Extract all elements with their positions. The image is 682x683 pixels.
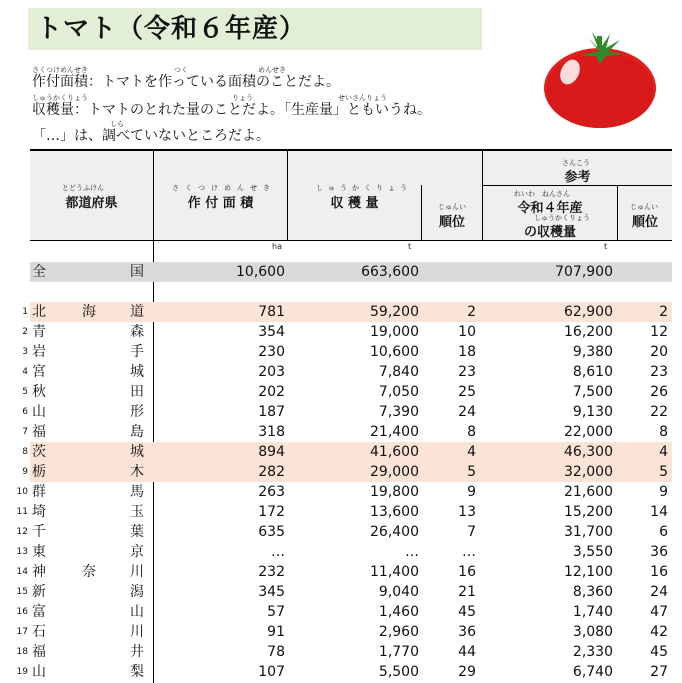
note-line-3: 「…」は、調べていないところだよ。 xyxy=(32,128,270,144)
harvest-cell: 7,050 xyxy=(378,384,419,400)
row-number: 13 xyxy=(16,547,28,557)
prefecture-name-char: 田 xyxy=(130,384,144,400)
pref-header: 都道府県 xyxy=(65,196,118,211)
note-line-1: 作付面積：トマトを作っている面積のことだよ。 xyxy=(32,74,340,90)
table-row xyxy=(22,462,672,482)
prefecture-name-char: 京 xyxy=(130,544,144,560)
prefecture-name-char: 道 xyxy=(130,304,144,320)
rank-cell: 18 xyxy=(458,344,476,360)
rank-cell: 10 xyxy=(458,324,476,340)
prev-rank-cell: 42 xyxy=(650,624,668,640)
prefecture-name-char: 馬 xyxy=(130,484,144,500)
prefecture-name-char: 千 xyxy=(32,524,46,540)
prefecture-name-char: 山 xyxy=(130,604,144,620)
prev-cell: 3,080 xyxy=(572,624,613,640)
table-row xyxy=(16,662,672,682)
table-row xyxy=(22,422,672,442)
prefecture-name-char: 玉 xyxy=(130,504,144,520)
table-row xyxy=(22,302,672,322)
prev-rank-cell: 14 xyxy=(650,504,668,520)
page-title: トマト（令和６年産） xyxy=(36,14,307,44)
table-row xyxy=(22,322,672,342)
harvest-cell: 59,200 xyxy=(370,304,419,320)
harvest-cell: 9,040 xyxy=(378,584,419,600)
prefecture-name-char: 山 xyxy=(32,664,46,680)
harvest-header: 収 穫 量 xyxy=(330,196,379,211)
rank-header-ruby: じゅんい xyxy=(438,203,466,211)
row-number: 8 xyxy=(22,447,28,457)
prefecture-name-char: 茨 xyxy=(32,444,46,460)
rank-cell: … xyxy=(462,544,476,560)
prefecture-name-char: 新 xyxy=(32,584,46,600)
area-cell: 282 xyxy=(258,464,285,480)
prev-cell: 32,000 xyxy=(564,464,613,480)
harvest-cell: 7,840 xyxy=(378,364,419,380)
note1-ruby-2: つく xyxy=(174,66,188,74)
row-number: 16 xyxy=(16,607,28,617)
prefecture-name-char: 梨 xyxy=(130,664,144,680)
harvest-header-ruby: しゅうかくりょう xyxy=(316,184,412,192)
prefecture-name-char: 秋 xyxy=(32,384,46,400)
prefecture-name-char: 石 xyxy=(32,624,46,640)
area-cell: 57 xyxy=(267,604,285,620)
row-number: 15 xyxy=(16,587,28,597)
area-header: 作 付 面 積 xyxy=(187,196,254,211)
prefecture-name-char: 葉 xyxy=(130,524,144,540)
prefecture-name-char: 海 xyxy=(82,304,96,320)
prev-cell: 2,330 xyxy=(572,644,613,660)
prev-cell: 6,740 xyxy=(572,664,613,680)
prev-rank-cell: 4 xyxy=(659,444,668,460)
table-row xyxy=(16,542,672,562)
rank-cell: 13 xyxy=(458,504,476,520)
table-row xyxy=(16,482,672,502)
harvest-cell: 7,390 xyxy=(378,404,419,420)
area-cell: 345 xyxy=(258,584,285,600)
prev-rank-cell: 8 xyxy=(659,424,668,440)
prefecture-name-char: 埼 xyxy=(32,504,46,520)
prefecture-name-char: 岩 xyxy=(32,344,46,360)
table-row xyxy=(16,642,672,662)
row-number: 9 xyxy=(22,467,28,477)
area-cell: 635 xyxy=(258,524,285,540)
rank-cell: 36 xyxy=(458,624,476,640)
prev-rank-cell: 26 xyxy=(650,384,668,400)
prev-cell: 62,900 xyxy=(564,304,613,320)
harvest-cell: 1,460 xyxy=(378,604,419,620)
table-row xyxy=(16,522,672,542)
unit-prev: t xyxy=(604,242,608,251)
prefecture-name-char: 手 xyxy=(130,344,144,360)
prefecture-name-char: 北 xyxy=(32,304,46,320)
rank-cell: 29 xyxy=(458,664,476,680)
prev-cell: 12,100 xyxy=(564,564,613,580)
prev-cell: 46,300 xyxy=(564,444,613,460)
rank-cell: 8 xyxy=(467,424,476,440)
area-cell: 354 xyxy=(258,324,285,340)
area-cell: 107 xyxy=(258,664,285,680)
harvest-cell: 13,600 xyxy=(370,504,419,520)
rank-cell: 21 xyxy=(458,584,476,600)
prefecture-name-char: 栃 xyxy=(32,464,46,480)
prefecture-name-char: 東 xyxy=(32,544,46,560)
pref-header-ruby: とどうふけん xyxy=(62,184,104,192)
area-cell: 78 xyxy=(267,644,285,660)
row-number: 2 xyxy=(22,327,28,337)
area-cell: 318 xyxy=(258,424,285,440)
prev-rank-cell: 5 xyxy=(659,464,668,480)
note1-ruby-3: めんせき xyxy=(258,66,286,74)
prefecture-name-char: 森 xyxy=(130,324,144,340)
area-header-ruby: さくつけめんせき xyxy=(172,184,276,192)
rank-cell: 7 xyxy=(467,524,476,540)
prefecture-name-char: 群 xyxy=(32,484,46,500)
prefecture-name-char: 福 xyxy=(32,424,46,440)
prev-rank-cell: 23 xyxy=(650,364,668,380)
row-number: 14 xyxy=(16,567,28,577)
harvest-cell: 11,400 xyxy=(370,564,419,580)
rank-cell: 2 xyxy=(467,304,476,320)
harvest-cell: 10,600 xyxy=(370,344,419,360)
prev-rank-cell: 36 xyxy=(650,544,668,560)
prev-header-ruby-2: しゅうかくりょう xyxy=(534,214,590,222)
prev-cell: 15,200 xyxy=(564,504,613,520)
rank-cell: 44 xyxy=(458,644,476,660)
area-cell: 263 xyxy=(258,484,285,500)
harvest-cell: … xyxy=(405,544,419,560)
prev-header-line2: の収穫量 xyxy=(523,225,576,240)
prev-rank-cell: 47 xyxy=(650,604,668,620)
harvest-cell: 29,000 xyxy=(370,464,419,480)
prev-rank-cell: 12 xyxy=(650,324,668,340)
prev-cell: 1,740 xyxy=(572,604,613,620)
row-number: 4 xyxy=(22,367,28,377)
harvest-cell: 26,400 xyxy=(370,524,419,540)
prev-rank-cell: 20 xyxy=(650,344,668,360)
total-row xyxy=(30,262,672,282)
prefecture-name-char: 宮 xyxy=(32,364,46,380)
prev-rank-header-ruby: じゅんい xyxy=(630,203,658,211)
prev-rank-cell: 9 xyxy=(659,484,668,500)
table-row xyxy=(16,562,672,582)
table-row xyxy=(16,502,672,522)
area-cell: 202 xyxy=(258,384,285,400)
harvest-cell: 2,960 xyxy=(378,624,419,640)
note-line-2: 収穫量：トマトのとれた量のことだよ。「生産量」ともいうね。 xyxy=(32,102,431,118)
table-row xyxy=(22,342,672,362)
prev-cell: 7,500 xyxy=(572,384,613,400)
prefecture-name-char: 城 xyxy=(130,364,144,380)
ref-header: 参考 xyxy=(564,170,591,185)
harvest-cell: 1,770 xyxy=(378,644,419,660)
row-number: 6 xyxy=(22,407,28,417)
prefecture-name-char: 城 xyxy=(130,444,144,460)
prefecture-name-char: 川 xyxy=(130,624,144,640)
total-label-2: 国 xyxy=(130,264,144,280)
harvest-cell: 19,800 xyxy=(370,484,419,500)
note2-ruby-2: りょう xyxy=(232,94,253,102)
prev-cell: 9,380 xyxy=(572,344,613,360)
prefecture-name-char: 形 xyxy=(130,404,144,420)
table-row xyxy=(22,442,672,462)
row-number: 19 xyxy=(16,667,28,677)
area-cell: 91 xyxy=(267,624,285,640)
prev-cell: 22,000 xyxy=(564,424,613,440)
total-area: 10,600 xyxy=(236,264,285,280)
area-cell: 781 xyxy=(258,304,285,320)
table-row xyxy=(16,602,672,622)
prev-cell: 21,600 xyxy=(564,484,613,500)
area-cell: 232 xyxy=(258,564,285,580)
total-label-1: 全 xyxy=(32,264,46,280)
area-cell: 203 xyxy=(258,364,285,380)
tomato-icon xyxy=(540,30,660,134)
area-cell: … xyxy=(271,544,285,560)
area-cell: 172 xyxy=(258,504,285,520)
prev-cell: 9,130 xyxy=(572,404,613,420)
row-number: 1 xyxy=(22,307,28,317)
row-number: 10 xyxy=(16,487,28,497)
prev-rank-cell: 27 xyxy=(650,664,668,680)
prev-header-ruby-1: れいわ ねんさん xyxy=(514,190,570,198)
row-number: 18 xyxy=(16,647,28,657)
table-row xyxy=(16,582,672,602)
rank-cell: 25 xyxy=(458,384,476,400)
row-number: 3 xyxy=(22,347,28,357)
row-number: 17 xyxy=(16,627,28,637)
prev-rank-cell: 45 xyxy=(650,644,668,660)
rank-cell: 23 xyxy=(458,364,476,380)
prev-cell: 8,360 xyxy=(572,584,613,600)
total-prev: 707,900 xyxy=(555,264,613,280)
rank-cell: 16 xyxy=(458,564,476,580)
table-row xyxy=(22,382,672,402)
table-row xyxy=(22,402,672,422)
ref-header-ruby: さんこう xyxy=(562,159,590,167)
rank-header: 順位 xyxy=(438,215,465,230)
note2-ruby-3: せいさんりょう xyxy=(338,94,387,102)
note2-ruby-1: しゅうかくりょう xyxy=(32,94,88,102)
prefecture-name-char: 木 xyxy=(130,464,144,480)
rank-cell: 45 xyxy=(458,604,476,620)
table-row xyxy=(22,362,672,382)
prev-header-line1: 令和４年産 xyxy=(517,201,583,216)
prev-cell: 31,700 xyxy=(564,524,613,540)
prefecture-name-char: 富 xyxy=(32,604,46,620)
prefecture-name-char: 井 xyxy=(130,644,144,660)
prev-cell: 16,200 xyxy=(564,324,613,340)
note1-ruby-1: さくつけめんせき xyxy=(32,66,88,74)
table-row xyxy=(16,622,672,642)
prev-cell: 3,550 xyxy=(572,544,613,560)
row-number: 7 xyxy=(22,427,28,437)
row-number: 11 xyxy=(16,507,28,517)
prefecture-name-char: 奈 xyxy=(82,564,96,580)
prefecture-name-char: 青 xyxy=(32,324,46,340)
area-cell: 230 xyxy=(258,344,285,360)
harvest-cell: 21,400 xyxy=(370,424,419,440)
total-harvest: 663,600 xyxy=(361,264,419,280)
unit-area: ha xyxy=(272,242,282,251)
prefecture-name-char: 山 xyxy=(32,404,46,420)
prev-rank-cell: 6 xyxy=(659,524,668,540)
prev-rank-header: 順位 xyxy=(631,215,658,230)
rank-cell: 24 xyxy=(458,404,476,420)
prefecture-name-char: 神 xyxy=(32,564,46,580)
area-cell: 187 xyxy=(258,404,285,420)
prefecture-name-char: 島 xyxy=(130,424,144,440)
harvest-cell: 41,600 xyxy=(370,444,419,460)
rank-cell: 5 xyxy=(467,464,476,480)
rank-cell: 4 xyxy=(467,444,476,460)
row-number: 5 xyxy=(22,387,28,397)
prev-rank-cell: 24 xyxy=(650,584,668,600)
prev-rank-cell: 22 xyxy=(650,404,668,420)
prefecture-name-char: 福 xyxy=(32,644,46,660)
harvest-cell: 5,500 xyxy=(378,664,419,680)
prefecture-name-char: 川 xyxy=(130,564,144,580)
harvest-cell: 19,000 xyxy=(370,324,419,340)
prev-rank-cell: 2 xyxy=(659,304,668,320)
prefecture-name-char: 潟 xyxy=(130,584,144,600)
prev-rank-cell: 16 xyxy=(650,564,668,580)
rank-cell: 9 xyxy=(467,484,476,500)
row-number: 12 xyxy=(16,527,28,537)
prev-cell: 8,610 xyxy=(572,364,613,380)
note3-ruby-1: しら xyxy=(110,120,124,128)
area-cell: 894 xyxy=(258,444,285,460)
unit-harvest: t xyxy=(408,242,412,251)
